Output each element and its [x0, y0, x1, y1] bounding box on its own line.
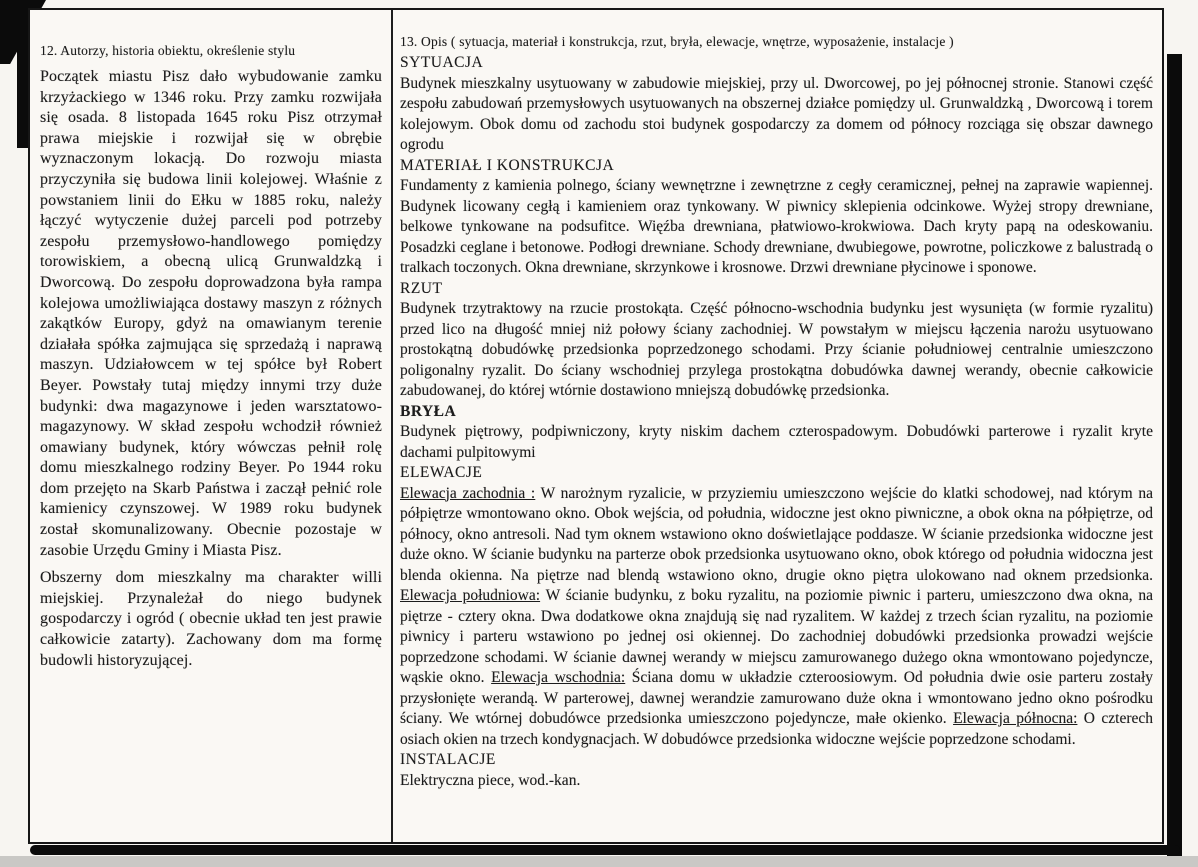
instalacje-text: Elektryczna piece, wod.-kan. — [400, 771, 581, 789]
history-paragraph-1: Początek miastu Pisz dało wybudowanie zamku krzyżackiego w 1346 roku. Przy zamku rozwijała się osada. 8 listopada 1645 roku Pisz otrzymał prawa miejskie i rozwijał się w obrębie wyznaczonym lokacją. Do rozwoju miasta przyczyniła się budowa linii kolejowej. Właśnie z powstaniem linii do Ełku w 1885 roku, należy łączyć wytyczenie dużej parceli pod potrzeby zespołu przemysłowo-handlowego pomiędzy torowiskiem, a obecną ulicą Grunwaldzką i Dworcową. Do zespołu doprowadzona była rampa kolejowa umożliwiająca dostawy maszyn z różnych zakątków Europy, gdyż na omawianym terenie działała spółka zajmująca się sprzedażą i naprawą maszyn. Udziałowcem w tej spółce był Robert Beyer. Powstały tutaj między innymi trzy duże budynki: dwa magazynowe i jeden warsztatowo-magazynowy. W skład zespołu wchodził również omawiany budynek, który wówczas pełnił rolę domu mieszkalnego rodziny Beyer. Po 1944 roku dom przejęto na Skarb Państwa i zaczął pełnić role kamienicy czynszowej. W 1989 roku budynek został skomunalizowany. Obecnie pozostaje w zasobie Urzędu Gminy i Miasta Pisz. — [40, 68, 382, 559]
section-title-bryla: BRYŁA — [400, 402, 457, 420]
elewacja-wschodnia-text: Ściana domu w układzie czteroosiowym. Od południa dwie osie parteru zostały przysłonięte werandą. W parterowej, dawnej werandzie zamurowano duże okna i wmontowano jedno okno pośrodku ściany. We wtórnej dobudówce przedsionka umieszczono pojedyncze, małe okienko. — [400, 669, 1154, 727]
elewacja-zachodnia-text: W narożnym ryzalicie, w przyziemiu umieszczono wejście do klatki schodowej, nad którym na półpiętrze wmontowano okno. Obok wejścia, od południa, widoczne jest okno piwniczne, a obok okna na półpiętrze, od północy, okno antresoli. Nad tym oknem wstawiono okno doświetlające poddasze. W ścianie przedsionka widoczne jest duże okno. W ścianie budynku na parterze obok przedsionka usytuowano okno, obok którego od południa widoczna jest blenda okienna. Na piętrze nad blendą wstawiono okno, drugie okno piętra ulokowano nad oknem przedsionka. — [400, 484, 1153, 584]
bryla-text: Budynek piętrowy, podpiwniczony, kryty niskim dachem czterospadowym. Dobudówki parterowe i ryzalit kryte dachami pulpitowymi — [400, 423, 1153, 461]
scan-margin-bottom — [0, 856, 1198, 867]
elewacja-zachodnia-label: Elewacja zachodnia : — [400, 484, 536, 502]
scan-artifact-bottom-edge — [30, 845, 1180, 855]
form-frame — [28, 8, 1164, 844]
section-12-heading: 12. Autorzy, historia obiektu, określenie stylu — [40, 43, 296, 58]
sytuacja-text: Budynek mieszkalny usytuowany w zabudowie miejskiej, przy ul. Dworcowej, po jej północnej stronie. Stanowi część zespołu zabudowań przemysłowych usytuowanych na obszernej działce pomiędzy ul. Grunwaldzką , Dworcową i torem kolejowym. Obok domu od zachodu stoi budynek gospodarczy za domem od północy rozciąga się obszar dawnego ogrodu — [400, 74, 1153, 153]
elewacja-poludniowa-label: Elewacja południowa: — [400, 587, 541, 604]
elewacja-polnocna-label: Elewacja północna: — [953, 710, 1078, 727]
scan-artifact-right-edge — [1167, 54, 1182, 867]
scan-artifact-left-edge — [17, 0, 28, 148]
material-i-konstrukcja-text: Fundamenty z kamienia polnego, ściany wewnętrzne i zewnętrzne z cegły ceramicznej, pełnej na zaprawie wapiennej. Budynek licowany cegłą i kamieniem oraz tynkowany. W piwnicy sklepienia odcinkowe. Wyżej stropy drewniane, belkowe tynkowane na podsufitce. Więźba drewniana, płatwiowo-krokwiowa. Dach kryty papą na odeskowaniu. Posadzki ceglane i betonowe. Podłogi drewniane. Schody drewniane, dwubiegowe, powrotne, policzkowe z balustradą o tralkach toczonych. Okna drewniane, skrzynkowe i krosnowe. Drzwi drewniane płycinowe i sponowe. — [400, 177, 1153, 276]
section-13-description — [393, 10, 1162, 842]
rzut-text: Budynek trzytraktowy na rzucie prostokąta. Część północno-wschodnia budynku jest wysunięta (w formie ryzalitu) przed lico na długość mniej niż połowy ściany zachodniej. W powstałym w miejscu łączenia narożu usytuowano prostokątną dobudówkę przedsionka poprzedzonego schodami. Przy ścianie południowej centralnie umieszczono poligonalny ryzalit. Do ściany wschodniej przylega prostokątna dobudówka dawnej werandy, obecnie całkowicie zabudowanej, do której wtórnie dostawiono mniejszą dobudówkę przedsionka. — [400, 300, 1153, 399]
elewacja-polnocna-text: O czterech osiach okien na trzech kondygnacjach. W dobudówce przedsionka widoczne wejście poprzedzone schodami. — [400, 710, 1154, 748]
section-12-authors-history — [30, 10, 391, 842]
section-13-heading: 13. Opis ( sytuacja, materiał i konstrukcja, rzut, bryła, elewacje, wnętrze, wyposażenie, instalacje ) — [400, 34, 954, 49]
section-title-material-i-konstrukcja: MATERIAŁ I KONSTRUKCJA — [400, 156, 615, 174]
history-paragraph-2: Obszerny dom mieszkalny ma charakter willi miejskiej. Przynależał do niego budynek gospodarczy i ogród ( obecnie układ ten jest prawie całkowicie zatarty). Zachowany dom ma formę budowli historyzującej. — [40, 569, 382, 669]
section-title-rzut: RZUT — [400, 279, 443, 297]
elewacja-poludniowa-text: W ścianie budynku, z boku ryzalitu, na poziomie piwnic i parteru, umieszczono dwa okna, na piętrze - cztery okna. Dwa dodatkowe okna znajdują się nad ryzalitem. W każdej z trzech ścian ryzalitu, na poziomie piwnicy i parteru wstawiono po jednej osi okiennej. Do zachodniej dobudówki przedsionka prowadzi wejście poprzedzone schodami. W ścianie dawnej werandy w miejscu zamurowanego dużego okna wmontowano pojedyncze, wąskie okno. — [400, 587, 1153, 686]
elewacje-text — [400, 484, 1153, 751]
section-title-instalacje: INSTALACJE — [400, 751, 496, 768]
section-title-elewacje: ELEWACJE — [400, 464, 483, 481]
elewacja-wschodnia-label: Elewacja wschodnia: — [491, 669, 626, 686]
section-title-sytuacja: SYTUACJA — [400, 54, 484, 71]
